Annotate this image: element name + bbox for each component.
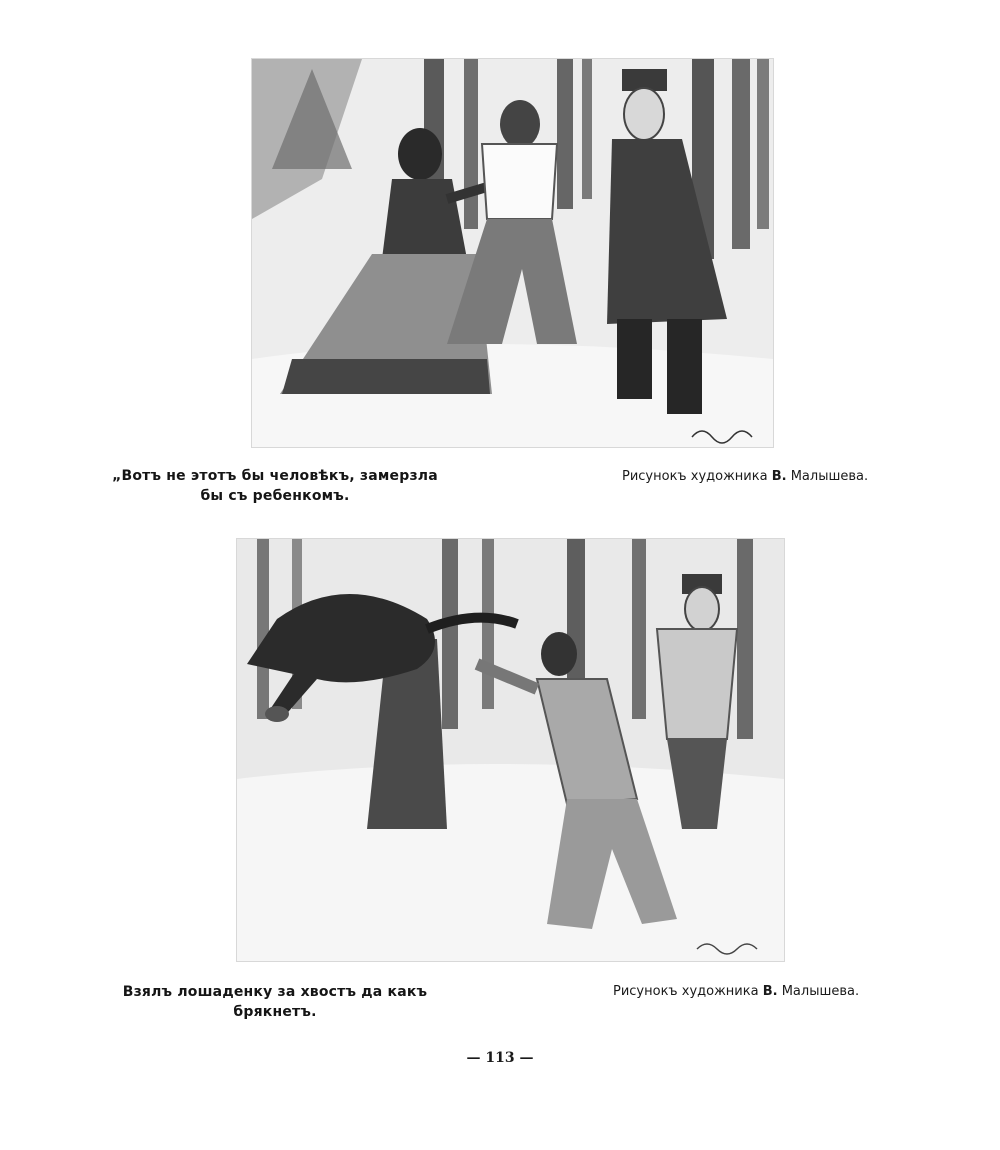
caption-top-line2: бы съ ребенкомъ. [200, 488, 350, 504]
illustration-top-drawing [252, 59, 773, 447]
illustration-top [251, 58, 774, 448]
credit-top [622, 467, 868, 487]
caption-top [110, 466, 440, 506]
caption-bottom-line2: брякнетъ. [233, 1004, 317, 1020]
caption-top-line1: „Вотъ не этотъ бы человѣкъ, замерзла [112, 468, 438, 484]
caption-bottom [110, 982, 440, 1022]
credit-top-prefix: Рисунокъ художника [622, 469, 768, 484]
credit-bottom-name: Малышева. [781, 984, 860, 999]
credit-bottom [613, 982, 859, 1002]
credit-top-initial: В. [771, 469, 787, 484]
caption-bottom-line1: Взялъ лошаденку за хвостъ да какъ [122, 984, 428, 1000]
illustration-bottom [236, 538, 785, 962]
illustration-bottom-drawing [237, 539, 784, 961]
credit-top-name: Малышева. [790, 469, 869, 484]
credit-bottom-prefix: Рисунокъ художника [613, 984, 759, 999]
credit-bottom-initial: В. [762, 984, 778, 999]
page-number: — 113 — [466, 1050, 534, 1066]
